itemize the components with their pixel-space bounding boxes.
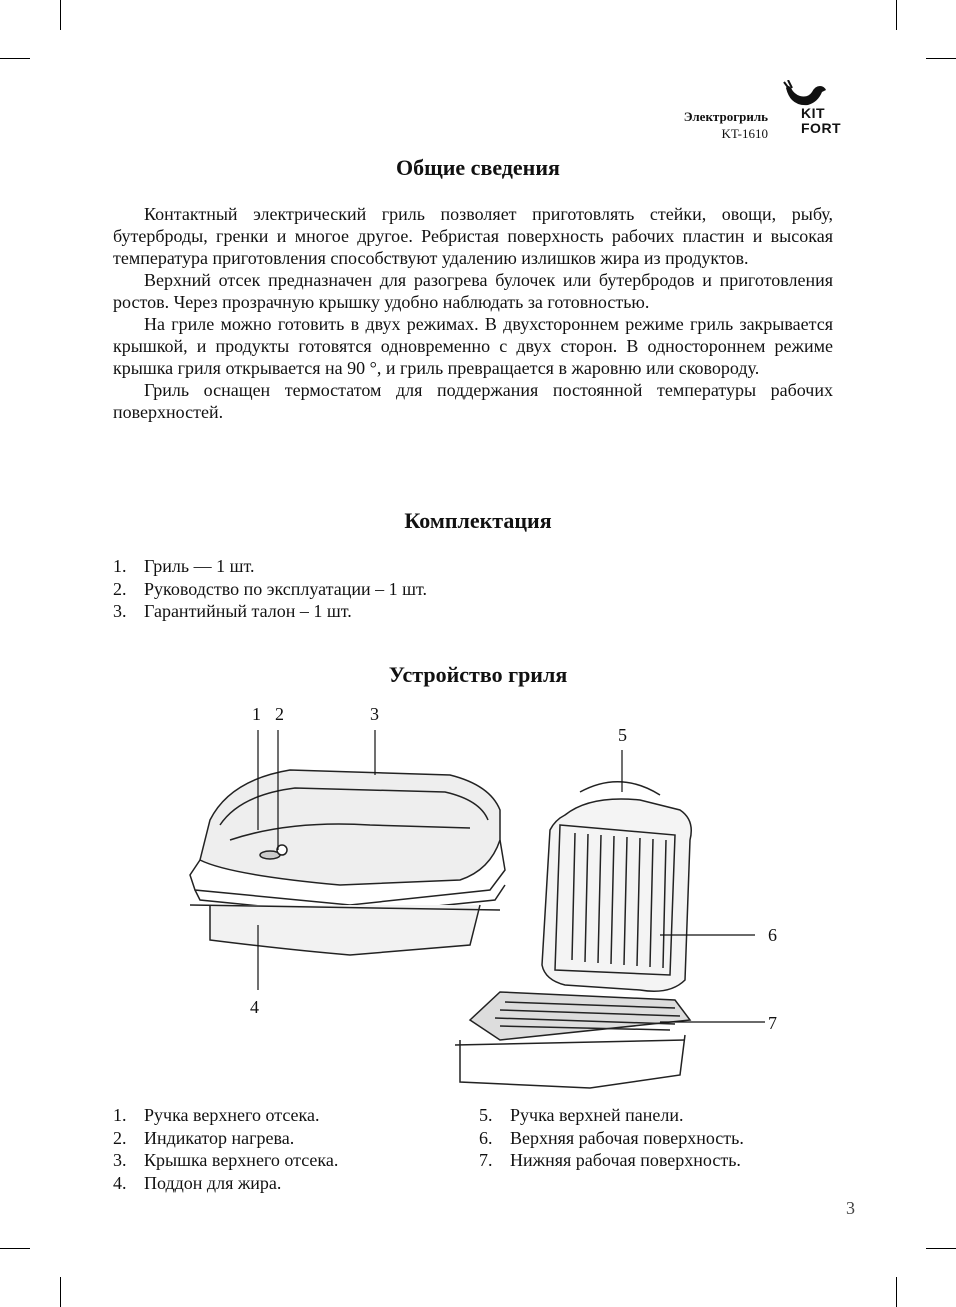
brand-logo-text xyxy=(801,106,841,136)
list-num: 1. xyxy=(113,556,127,576)
list-text: Крышка верхнего отсека. xyxy=(144,1150,339,1170)
list-text: Гриль — 1 шт. xyxy=(144,556,255,576)
list-item xyxy=(113,578,427,601)
list-text: Нижняя рабочая поверхность. xyxy=(510,1150,741,1170)
list-item xyxy=(113,555,427,578)
callout-1: 1 xyxy=(252,704,261,724)
list-num: 1. xyxy=(113,1105,127,1125)
list-num: 2. xyxy=(113,1127,127,1148)
paragraph: Контактный электрический гриль позволяет приготовлять стейки, овощи, рыбу, бутерброды, гренки и многое другое. Ребристая поверхность рабочих пластин и высокая температура приготовления способствуют удалению излишков жира из продуктов. xyxy=(113,204,833,268)
list-item xyxy=(479,1127,744,1150)
product-model: KT-1610 xyxy=(721,126,768,141)
legend-left xyxy=(113,1104,338,1194)
section-title-general: Общие сведения xyxy=(396,155,560,180)
paragraph: На гриле можно готовить в двух режимах. В двухстороннем режиме гриль закрывается крышкой, и продукты готовятся одновременно с двух сторон. В одностороннем режиме крышка гриля открывается на 90 °, и гриль превращается в жаровню или сковороду. xyxy=(113,314,833,378)
list-text: Поддон для жира. xyxy=(144,1172,282,1193)
section-title-contents: Комплектация xyxy=(404,508,552,533)
page-number: 3 xyxy=(846,1198,855,1218)
list-text: Индикатор нагрева. xyxy=(144,1127,295,1148)
list-num: 3. xyxy=(113,1150,127,1170)
list-num: 5. xyxy=(479,1105,493,1125)
list-num: 7. xyxy=(479,1150,493,1170)
callout-5: 5 xyxy=(618,725,627,745)
section-title-device: Устройство гриля xyxy=(388,662,568,687)
list-num: 2. xyxy=(113,578,127,599)
list-item xyxy=(113,1104,338,1127)
product-name: Электрогриль xyxy=(683,109,768,124)
general-body xyxy=(113,203,833,423)
callout-2: 2 xyxy=(275,704,284,724)
crop-mark xyxy=(896,1277,897,1307)
callout-6: 6 xyxy=(768,925,777,945)
list-text: Руководство по эксплуатации – 1 шт. xyxy=(144,578,427,599)
closed-grill-drawing xyxy=(190,770,505,955)
callout-7: 7 xyxy=(768,1013,777,1033)
list-num: 3. xyxy=(113,601,127,621)
crop-mark xyxy=(60,1277,61,1307)
callout-3: 3 xyxy=(370,704,379,724)
brand-line-1: KIT xyxy=(801,105,826,121)
callout-4: 4 xyxy=(250,997,259,1017)
list-text: Ручка верхней панели. xyxy=(510,1105,684,1125)
header-product-info xyxy=(684,108,768,142)
crop-mark xyxy=(60,0,61,30)
list-text: Верхняя рабочая поверхность. xyxy=(510,1127,744,1148)
crop-mark xyxy=(926,1248,956,1249)
brand-line-2: FORT xyxy=(801,120,842,136)
list-item xyxy=(113,1172,338,1195)
legend-right xyxy=(479,1104,744,1172)
list-num: 4. xyxy=(113,1172,127,1193)
paragraph: Верхний отсек предназначен для разогрева булочек или бутербродов и приготовления ростов. Через прозрачную крышку удобно наблюдать за готовностью. xyxy=(113,270,833,312)
list-text: Ручка верхнего отсека. xyxy=(144,1105,320,1125)
list-item xyxy=(479,1104,744,1127)
contents-list xyxy=(113,555,427,623)
paragraph: Гриль оснащен термостатом для поддержания постоянной температуры рабочих поверхностей. xyxy=(113,380,833,422)
grill-diagram xyxy=(170,700,790,1095)
list-num: 6. xyxy=(479,1127,493,1148)
crop-mark xyxy=(926,58,956,59)
list-item xyxy=(113,600,427,623)
crop-mark xyxy=(896,0,897,30)
crop-mark xyxy=(0,58,30,59)
list-text: Гарантийный талон – 1 шт. xyxy=(144,601,352,621)
grill-illustration xyxy=(170,700,790,1095)
list-item xyxy=(479,1149,744,1172)
list-item xyxy=(113,1127,338,1150)
crop-mark xyxy=(0,1248,30,1249)
list-item xyxy=(113,1149,338,1172)
